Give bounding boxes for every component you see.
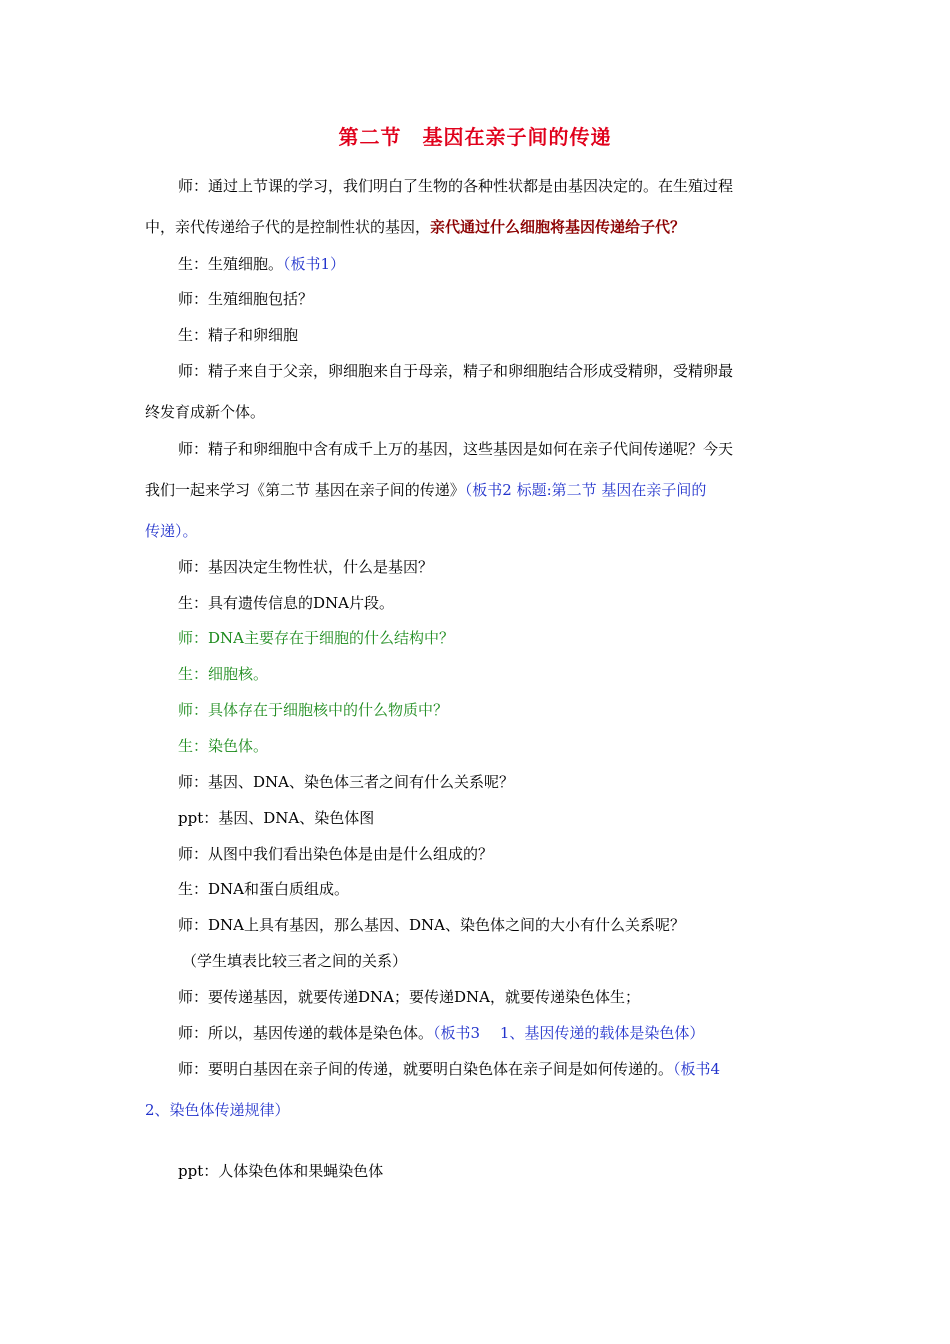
- paragraph: 师：精子来自于父亲，卵细胞来自于母亲，精子和卵细胞结合形成受精卵，受精卵最: [178, 362, 734, 380]
- paragraph: 生：染色体。: [178, 737, 269, 755]
- paragraph: 师：从图中我们看出染色体是由是什么组成的？: [178, 845, 494, 863]
- paragraph: 我们一起来学习《第二节 基因在亲子间的传递》（板书2 标题:第二节 基因在亲子间的: [145, 481, 707, 499]
- paragraph: 师：所以，基因传递的载体是染色体。（板书3 1、基因传递的载体是染色体）: [178, 1024, 705, 1042]
- paragraph: 师：DNA主要存在于细胞的什么结构中？: [178, 629, 454, 647]
- paragraph: 生：DNA和蛋白质组成。: [178, 880, 349, 898]
- page-title: 第二节 基因在亲子间的传递: [338, 125, 612, 149]
- board-note: （板书3 1、基因传递的载体是染色体）: [433, 1024, 705, 1042]
- paragraph: 终发育成新个体。: [145, 403, 266, 421]
- paragraph: 生：生殖细胞。（板书1）: [178, 255, 346, 273]
- board-note: （板书1）: [283, 255, 346, 273]
- paragraph: 生：具有遗传信息的DNA片段。: [178, 594, 394, 612]
- paragraph: 师：具体存在于细胞核中的什么物质中？: [178, 701, 449, 719]
- paragraph: 师：基因决定生物性状，什么是基因？: [178, 558, 434, 576]
- paragraph: 中，亲代传递给子代的是控制性状的基因，亲代通过什么细胞将基因传递给子代？: [145, 218, 686, 236]
- paragraph: 师：通过上节课的学习，我们明白了生物的各种性状都是由基因决定的。在生殖过程: [178, 177, 734, 195]
- paragraph: 师：基因、DNA、染色体三者之间有什么关系呢？: [178, 773, 514, 791]
- paragraph: 师：精子和卵细胞中含有成千上万的基因，这些基因是如何在亲子代间传递呢？今天: [178, 440, 734, 458]
- paragraph: 传递）。: [145, 522, 198, 540]
- board-note: （板书2 标题:第二节 基因在亲子间的: [464, 481, 707, 499]
- paragraph: 师：要明白基因在亲子间的传递，就要明白染色体在亲子间是如何传递的。（板书4: [178, 1060, 721, 1078]
- paragraph: ppt：基因、DNA、染色体图: [178, 809, 375, 827]
- paragraph: 师：要传递基因，就要传递DNA；要传递DNA，就要传递染色体生；: [178, 988, 640, 1006]
- paragraph: ppt：人体染色体和果蝇染色体: [178, 1162, 384, 1180]
- key-question: 亲代通过什么细胞将基因传递给子代？: [430, 218, 686, 236]
- paragraph: 2、染色体传递规律）: [145, 1101, 290, 1119]
- board-note: （板书4: [673, 1060, 721, 1078]
- paragraph: 师：生殖细胞包括？: [178, 290, 314, 308]
- paragraph: 师：DNA上具有基因，那么基因、DNA、染色体之间的大小有什么关系呢？: [178, 916, 685, 934]
- paragraph: 生：细胞核。: [178, 665, 269, 683]
- paragraph: 生：精子和卵细胞: [178, 326, 299, 344]
- paragraph: （学生填表比较三者之间的关系）: [182, 952, 408, 970]
